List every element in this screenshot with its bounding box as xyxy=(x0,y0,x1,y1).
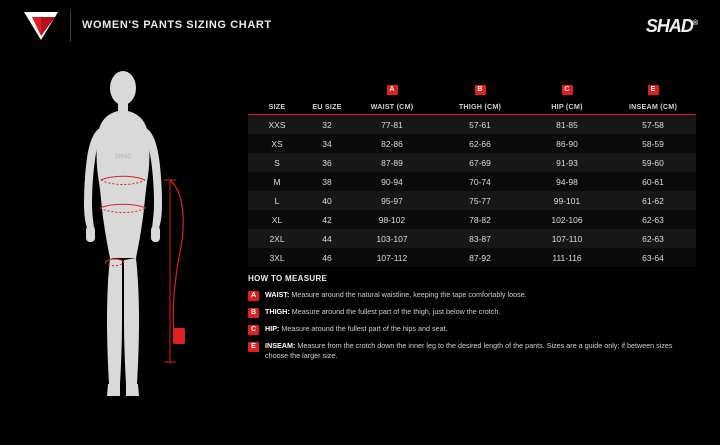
table-badge-row xyxy=(248,82,696,95)
cell-hip: 94-98 xyxy=(556,176,578,187)
page-title: WOMEN'S PANTS SIZING CHART xyxy=(82,19,272,31)
cell-size: 3XL xyxy=(269,252,285,263)
cell-hip: 99-101 xyxy=(553,195,581,206)
legend-text-a xyxy=(265,290,527,300)
legend-label-c: HIP: xyxy=(265,324,280,333)
cell-eu: 32 xyxy=(322,119,332,130)
legend-text-c xyxy=(265,324,448,334)
cell-inseam: 57-58 xyxy=(642,119,664,130)
badge-cell-4 xyxy=(524,82,610,95)
sizing-table-element xyxy=(248,82,696,267)
cell-waist: 82-86 xyxy=(381,138,403,149)
legend-item xyxy=(248,324,698,335)
cell-thigh: 83-87 xyxy=(469,233,491,244)
legend-item xyxy=(248,307,698,318)
cell-size: L xyxy=(274,195,280,206)
cell-inseam: 58-59 xyxy=(642,138,664,149)
cell-thigh: 87-92 xyxy=(469,252,491,263)
col-header-hip: HIP (CM) xyxy=(551,102,583,111)
cell-size: XL xyxy=(271,214,283,225)
legend-label-a: WAIST: xyxy=(265,290,290,299)
cell-eu: 36 xyxy=(322,157,332,168)
table-row xyxy=(248,134,696,153)
table-row xyxy=(248,172,696,191)
legend-badge-c: C xyxy=(248,325,259,335)
figure-watermark: SHAD xyxy=(114,154,132,160)
cell-inseam: 61-62 xyxy=(642,195,664,206)
cell-thigh: 57-61 xyxy=(469,119,491,130)
cell-eu: 46 xyxy=(322,252,332,263)
legend-badge-a: A xyxy=(248,291,259,301)
shad-triangle-logo xyxy=(22,10,60,42)
body-figure xyxy=(60,62,230,407)
cell-size: M xyxy=(273,176,281,187)
col-header-size: SIZE xyxy=(268,102,286,111)
cell-eu: 34 xyxy=(322,138,332,149)
cell-hip: 102-106 xyxy=(551,214,583,225)
brand-trademark: ® xyxy=(692,20,698,27)
legend-desc-a: Measure around the natural waistline, keeping the tape comfortably loose. xyxy=(291,290,527,299)
cell-hip: 91-93 xyxy=(556,157,578,168)
badge-cell-1 xyxy=(306,82,348,95)
cell-waist: 103-107 xyxy=(376,233,408,244)
sizing-table xyxy=(248,82,696,267)
legend-desc-c: Measure around the fullest part of the hips and seat. xyxy=(281,324,448,333)
cell-waist: 90-94 xyxy=(381,176,403,187)
legend-desc-b: Measure around the fullest part of the thigh, just below the crotch. xyxy=(291,307,501,316)
cell-hip: 107-110 xyxy=(551,233,583,244)
table-row xyxy=(248,229,696,248)
cell-eu: 44 xyxy=(322,233,332,244)
header-divider xyxy=(70,10,71,42)
badge-e: E xyxy=(648,85,659,95)
female-silhouette-illustration xyxy=(60,62,230,407)
legend-title: HOW TO MEASURE xyxy=(248,274,328,283)
legend-label-e: INSEAM: xyxy=(265,341,296,350)
badge-cell-0 xyxy=(248,82,306,95)
legend-text-b xyxy=(265,307,500,317)
cell-thigh: 67-69 xyxy=(469,157,491,168)
cell-thigh: 62-66 xyxy=(469,138,491,149)
cell-eu: 38 xyxy=(322,176,332,187)
legend-label-b: THIGH: xyxy=(265,307,290,316)
cell-size: XXS xyxy=(268,119,286,130)
badge-cell-5 xyxy=(610,82,696,95)
badge-a: A xyxy=(387,85,398,95)
table-row xyxy=(248,248,696,267)
cell-waist: 87-89 xyxy=(381,157,403,168)
cell-inseam: 63-64 xyxy=(642,252,664,263)
cell-size: 2XL xyxy=(269,233,285,244)
table-body xyxy=(248,115,696,267)
table-row xyxy=(248,210,696,229)
cell-thigh: 75-77 xyxy=(469,195,491,206)
brand-text: SHAD xyxy=(645,16,693,36)
cell-waist: 77-81 xyxy=(381,119,403,130)
cell-size: XS xyxy=(271,138,283,149)
cell-hip: 111-116 xyxy=(552,252,582,263)
badge-b: B xyxy=(475,85,486,95)
cell-waist: 107-112 xyxy=(376,252,408,263)
table-header-row xyxy=(248,95,696,114)
table-row xyxy=(248,191,696,210)
brand-wordmark xyxy=(646,16,698,37)
page-header xyxy=(0,0,720,52)
legend-badge-e: E xyxy=(248,342,259,352)
cell-waist: 95-97 xyxy=(381,195,403,206)
col-header-eu-size: EU SIZE xyxy=(312,102,342,111)
cell-eu: 40 xyxy=(322,195,332,206)
cell-inseam: 62-63 xyxy=(642,233,664,244)
col-header-inseam: INSEAM (CM) xyxy=(628,102,678,111)
legend-item xyxy=(248,341,698,362)
cell-thigh: 78-82 xyxy=(469,214,491,225)
cell-hip: 86-90 xyxy=(556,138,578,149)
cell-hip: 81-85 xyxy=(556,119,578,130)
badge-c: C xyxy=(562,85,573,95)
table-row xyxy=(248,153,696,172)
cell-size: S xyxy=(274,157,280,168)
legend-item xyxy=(248,290,698,301)
table-row xyxy=(248,115,696,134)
legend-text-e xyxy=(265,341,695,362)
cell-inseam: 62-63 xyxy=(642,214,664,225)
cell-eu: 42 xyxy=(322,214,332,225)
col-header-thigh: THIGH (CM) xyxy=(458,102,502,111)
cell-waist: 98-102 xyxy=(378,214,406,225)
cell-inseam: 60-61 xyxy=(642,176,664,187)
cell-inseam: 59-60 xyxy=(642,157,664,168)
measurement-legend xyxy=(248,274,698,368)
legend-badge-b: B xyxy=(248,308,259,318)
cell-thigh: 70-74 xyxy=(469,176,491,187)
badge-cell-2 xyxy=(348,82,436,95)
col-header-waist: WAIST (CM) xyxy=(370,102,414,111)
legend-desc-e: Measure from the crotch down the inner leg to the desired length of the pants. Sizes are a guide only; if between sizes choose the larger size. xyxy=(265,341,673,361)
badge-cell-3 xyxy=(436,82,524,95)
